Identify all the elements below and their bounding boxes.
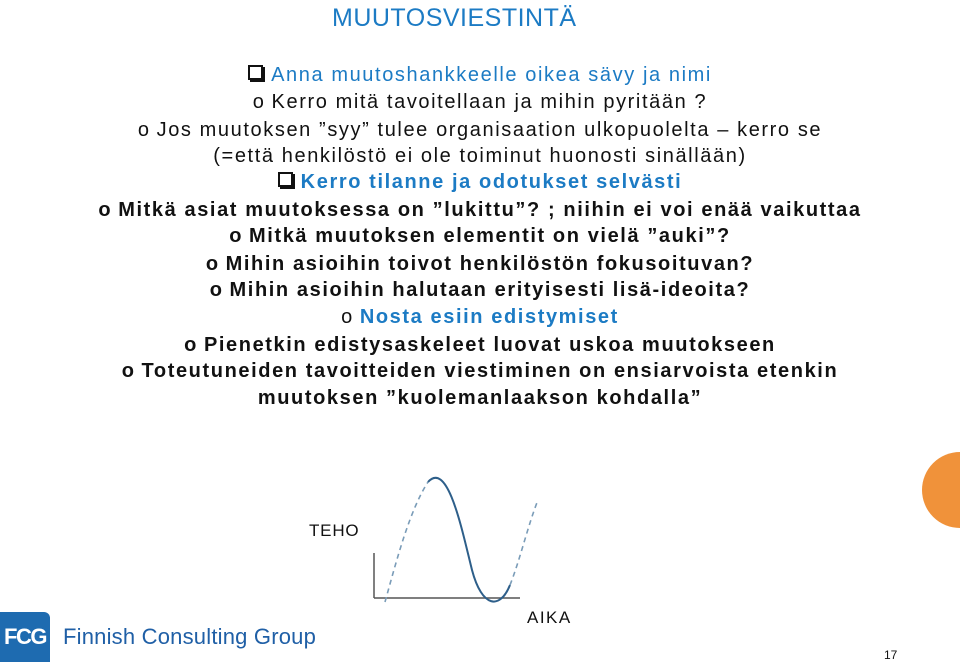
curve-dashed-start xyxy=(385,482,428,602)
sub-bullet-line-4 xyxy=(0,223,960,249)
graph-y-label: TEHO xyxy=(309,521,360,540)
line-text: Kerro tilanne ja odotukset selvästi xyxy=(300,171,683,193)
checkbox-bullet-icon xyxy=(248,65,263,80)
line-text: Jos muutoksen ”syy” tulee organisaation ulkopuolelta – kerro se xyxy=(156,119,823,141)
continuation-line xyxy=(0,143,960,169)
line-text: Mitkä asiat muutoksessa on ”lukittu”? ; niihin ei voi enää vaikuttaa xyxy=(118,199,862,221)
sub-bullet-line-6 xyxy=(0,277,960,303)
graph-x-label: AIKA xyxy=(527,608,572,627)
line-text: (=että henkilöstö ei ole toiminut huonosti sinällään) xyxy=(213,145,747,167)
line-text: Mihin asioihin halutaan erityisesti lisä-ideoita? xyxy=(229,279,751,301)
orange-corner-decoration xyxy=(922,452,960,528)
continuation-line-2 xyxy=(0,385,960,411)
slide-title: MUUTOSVIESTINTÄ xyxy=(332,4,577,32)
line-text: muutoksen ”kuolemanlaakson kohdalla” xyxy=(257,387,703,409)
checkbox-bullet-icon xyxy=(278,172,293,187)
circle-bullet-icon: o xyxy=(229,225,244,247)
fcg-logo xyxy=(0,612,50,662)
curve-dashed-end xyxy=(510,500,538,585)
circle-bullet-icon: o xyxy=(137,119,151,141)
company-name: Finnish Consulting Group xyxy=(63,624,317,649)
line-text: Mihin asioihin toivot henkilöstön fokusoituvan? xyxy=(225,253,755,275)
page-number: 17 xyxy=(884,648,898,662)
sub-bullet-line-9 xyxy=(0,358,960,384)
sub-bullet-line-7 xyxy=(0,304,960,330)
checkbox-bullet-line-2 xyxy=(0,169,960,195)
checkbox-bullet-line-1 xyxy=(0,62,960,88)
logo-text: FCG xyxy=(4,624,46,649)
circle-bullet-icon: o xyxy=(341,306,354,328)
circle-bullet-icon: o xyxy=(121,360,136,382)
line-text: Anna muutoshankkeelle oikea sävy ja nimi xyxy=(271,64,712,86)
sub-bullet-line-1 xyxy=(0,89,960,115)
circle-bullet-icon: o xyxy=(184,334,198,356)
sub-bullet-line-8 xyxy=(0,332,960,358)
line-text: Mitkä muutoksen elementit on vielä ”auki”? xyxy=(249,225,731,247)
circle-bullet-icon: o xyxy=(252,91,266,113)
circle-bullet-icon: o xyxy=(205,253,220,275)
circle-bullet-icon: o xyxy=(209,279,224,301)
sub-bullet-line-2 xyxy=(0,117,960,143)
line-text: Toteutuneiden tavoitteiden viestiminen on ensiarvoista etenkin xyxy=(141,360,839,382)
circle-bullet-icon: o xyxy=(98,199,113,221)
sub-bullet-line-3 xyxy=(0,197,960,223)
curve-solid xyxy=(428,478,510,602)
line-text: Nosta esiin edistymiset xyxy=(359,306,619,328)
sub-bullet-line-5 xyxy=(0,251,960,277)
line-text: Pienetkin edistysaskeleet luovat uskoa muutokseen xyxy=(203,334,776,356)
line-text: Kerro mitä tavoitellaan ja mihin pyritään ? xyxy=(271,91,708,113)
